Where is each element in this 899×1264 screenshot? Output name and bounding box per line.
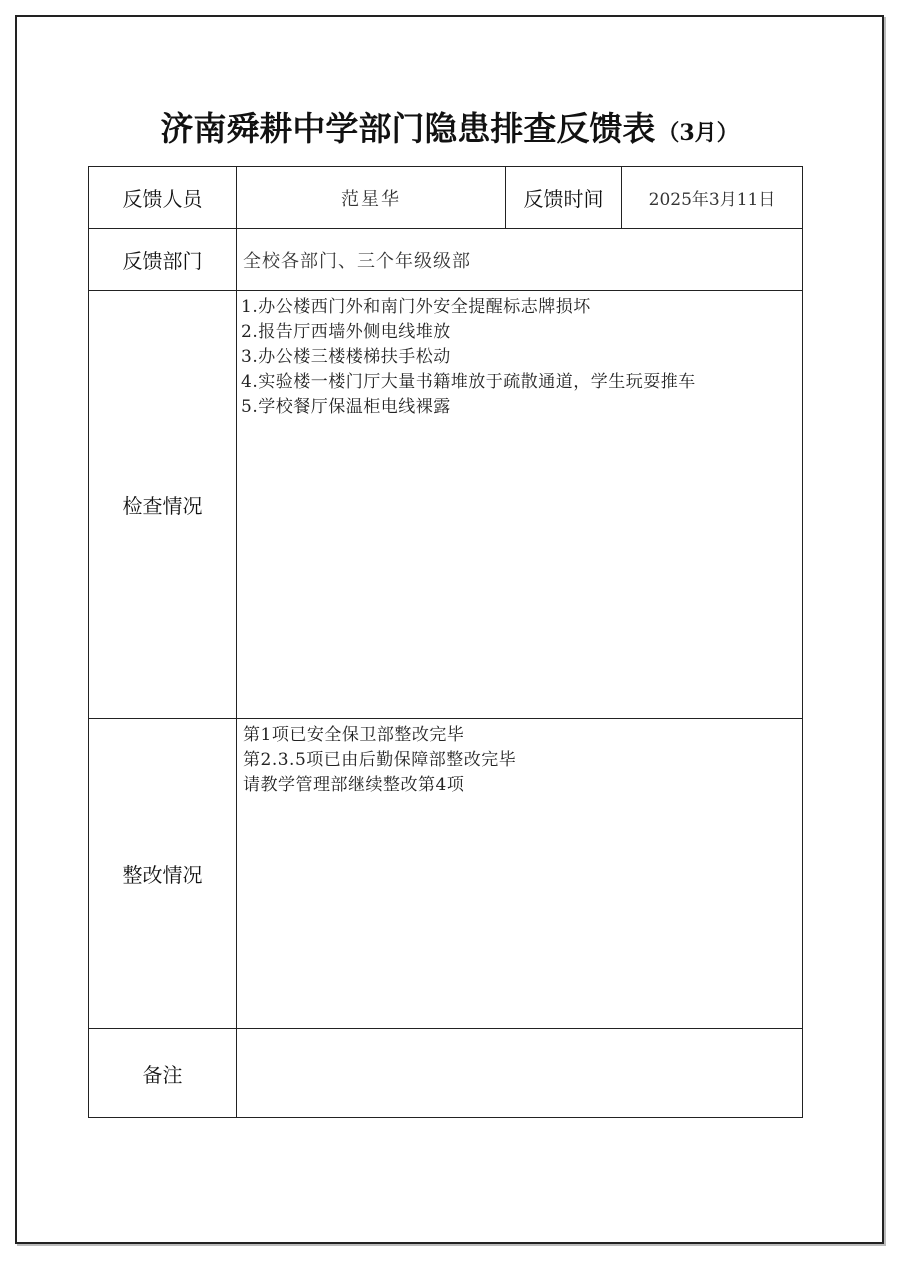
department-label: 反馈部门: [89, 229, 237, 291]
rectification-content[interactable]: [237, 719, 803, 1029]
department-value[interactable]: 全校各部门、三个年级级部: [237, 229, 803, 291]
table-row-department: [89, 229, 803, 291]
rectification-item: 第2.3.5项已由后勤保障部整改完毕: [243, 750, 517, 770]
inspection-item: 1.办公楼西门外和南门外安全提醒标志牌损坏: [241, 297, 591, 317]
page-title: [0, 104, 899, 158]
table-row-rectification: [89, 719, 803, 1029]
title-main: 济南舜耕中学部门隐患排查反馈表: [160, 109, 656, 148]
rectification-item: 请教学管理部继续整改第4项: [243, 775, 465, 795]
reporter-value[interactable]: 范星华: [237, 167, 506, 229]
table-row-remarks: [89, 1029, 803, 1118]
remarks-label: 备注: [89, 1029, 237, 1118]
table-row-reporter: [89, 167, 803, 229]
feedback-form-table: [88, 166, 803, 1118]
rectification-label: 整改情况: [89, 719, 237, 1029]
reporter-label: 反馈人员: [89, 167, 237, 229]
inspection-label: 检查情况: [89, 291, 237, 719]
inspection-item: 4.实验楼一楼门厅大量书籍堆放于疏散通道，学生玩耍推车: [241, 372, 696, 392]
remarks-value[interactable]: [237, 1029, 803, 1118]
inspection-item: 5.学校餐厅保温柜电线裸露: [241, 397, 451, 417]
inspection-item: 2.报告厅西墙外侧电线堆放: [241, 322, 451, 342]
title-suffix: （3月）: [657, 120, 739, 146]
table-row-inspection: [89, 291, 803, 719]
time-label: 反馈时间: [506, 167, 622, 229]
inspection-item: 3.办公楼三楼楼梯扶手松动: [241, 347, 451, 367]
rectification-item: 第1项已安全保卫部整改完毕: [243, 725, 465, 745]
time-value[interactable]: 2025年3月11日: [622, 167, 803, 229]
inspection-content[interactable]: [237, 291, 803, 719]
